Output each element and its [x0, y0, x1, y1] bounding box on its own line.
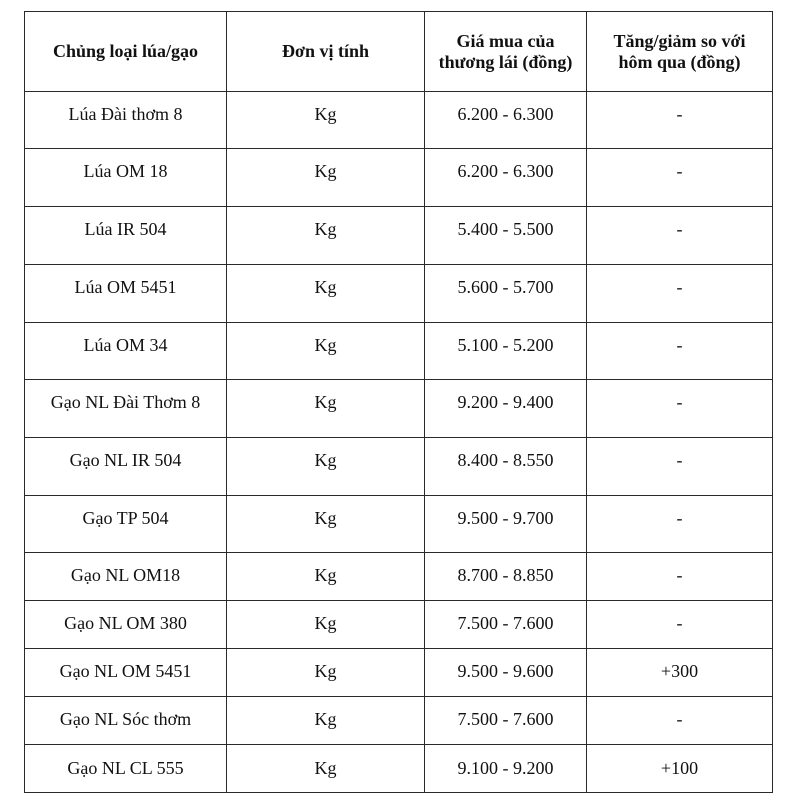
cell-rice-type: Gạo NL IR 504 — [25, 438, 227, 496]
cell-rice-type: Gạo NL OM18 — [25, 553, 227, 601]
cell-unit: Kg — [227, 697, 425, 745]
cell-rice-type: Lúa IR 504 — [25, 207, 227, 265]
cell-price: 6.200 - 6.300 — [425, 92, 587, 149]
cell-rice-type: Gạo NL CL 555 — [25, 745, 227, 793]
cell-change: +100 — [587, 745, 773, 793]
table-row — [25, 323, 773, 380]
header-row — [25, 12, 773, 92]
cell-price: 5.100 - 5.200 — [425, 323, 587, 380]
table-row — [25, 380, 773, 438]
cell-unit: Kg — [227, 323, 425, 380]
cell-unit: Kg — [227, 149, 425, 207]
cell-change: - — [587, 323, 773, 380]
table-row — [25, 265, 773, 323]
header-rice-type: Chủng loại lúa/gạo — [25, 12, 227, 92]
cell-price: 8.400 - 8.550 — [425, 438, 587, 496]
cell-unit: Kg — [227, 207, 425, 265]
header-buy-price: Giá mua của thương lái (đồng) — [425, 12, 587, 92]
cell-change: - — [587, 697, 773, 745]
cell-rice-type: Lúa Đài thơm 8 — [25, 92, 227, 149]
cell-price: 9.200 - 9.400 — [425, 380, 587, 438]
cell-unit: Kg — [227, 438, 425, 496]
cell-change: - — [587, 265, 773, 323]
cell-change: - — [587, 149, 773, 207]
cell-price: 6.200 - 6.300 — [425, 149, 587, 207]
rice-price-table — [24, 11, 773, 793]
cell-change: - — [587, 496, 773, 553]
cell-price: 9.500 - 9.600 — [425, 649, 587, 697]
cell-change: - — [587, 207, 773, 265]
table-row — [25, 92, 773, 149]
cell-unit: Kg — [227, 92, 425, 149]
cell-unit: Kg — [227, 649, 425, 697]
cell-rice-type: Gạo NL OM 5451 — [25, 649, 227, 697]
cell-price: 9.500 - 9.700 — [425, 496, 587, 553]
cell-rice-type: Lúa OM 34 — [25, 323, 227, 380]
cell-change: - — [587, 553, 773, 601]
cell-unit: Kg — [227, 601, 425, 649]
cell-unit: Kg — [227, 745, 425, 793]
cell-rice-type: Lúa OM 18 — [25, 149, 227, 207]
cell-change: - — [587, 92, 773, 149]
cell-change: - — [587, 380, 773, 438]
cell-rice-type: Gạo NL Đài Thơm 8 — [25, 380, 227, 438]
cell-price: 5.600 - 5.700 — [425, 265, 587, 323]
cell-price: 5.400 - 5.500 — [425, 207, 587, 265]
cell-price: 8.700 - 8.850 — [425, 553, 587, 601]
table-row — [25, 149, 773, 207]
cell-unit: Kg — [227, 265, 425, 323]
table-row — [25, 745, 773, 793]
cell-price: 9.100 - 9.200 — [425, 745, 587, 793]
cell-change: +300 — [587, 649, 773, 697]
cell-unit: Kg — [227, 496, 425, 553]
cell-unit: Kg — [227, 380, 425, 438]
table-row — [25, 207, 773, 265]
cell-price: 7.500 - 7.600 — [425, 601, 587, 649]
table-row — [25, 649, 773, 697]
header-unit: Đơn vị tính — [227, 12, 425, 92]
cell-rice-type: Gạo NL Sóc thơm — [25, 697, 227, 745]
cell-change: - — [587, 438, 773, 496]
cell-unit: Kg — [227, 553, 425, 601]
table-row — [25, 553, 773, 601]
table-row — [25, 496, 773, 553]
cell-rice-type: Gạo TP 504 — [25, 496, 227, 553]
header-change: Tăng/giảm so với hôm qua (đồng) — [587, 12, 773, 92]
table-row — [25, 601, 773, 649]
cell-change: - — [587, 601, 773, 649]
table-row — [25, 697, 773, 745]
cell-rice-type: Gạo NL OM 380 — [25, 601, 227, 649]
cell-rice-type: Lúa OM 5451 — [25, 265, 227, 323]
table-row — [25, 438, 773, 496]
cell-price: 7.500 - 7.600 — [425, 697, 587, 745]
